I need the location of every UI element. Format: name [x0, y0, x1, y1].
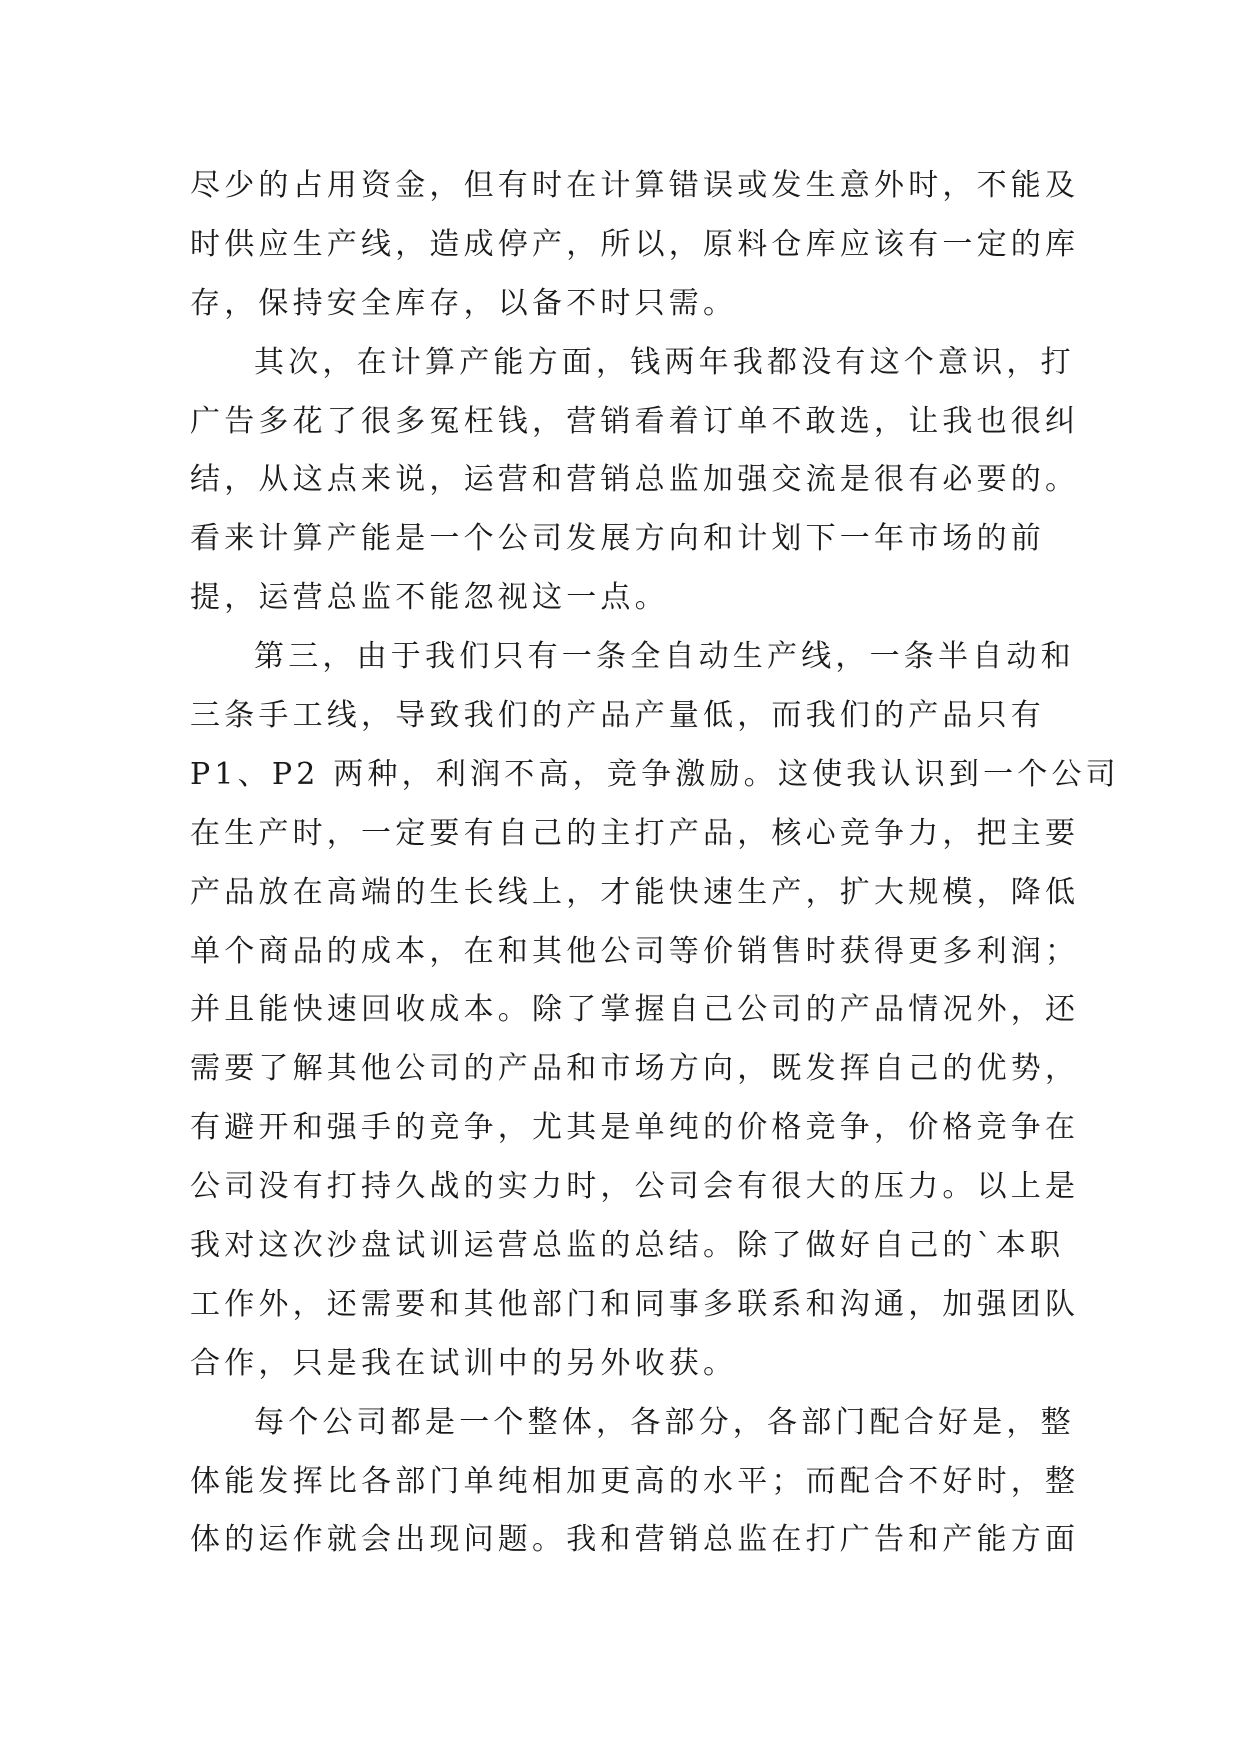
text-line: 单个商品的成本，在和其他公司等价销售时获得更多利润；	[190, 933, 1080, 969]
text-line: 并且能快速回收成本。除了掌握自己公司的产品情况外，还	[190, 992, 1080, 1028]
text-line: P1、P2 两种，利润不高，竞争激励。这使我认识到一个公司	[190, 756, 1120, 792]
text-line: 存，保持安全库存，以备不时只需。	[190, 285, 738, 321]
document-body	[190, 157, 1120, 1570]
paragraph-first-line: 其次，在计算产能方面，钱两年我都没有这个意识，打	[254, 344, 1075, 380]
text-line: 时供应生产线，造成停产，所以，原料仓库应该有一定的库	[190, 226, 1080, 262]
text-line: 结，从这点来说，运营和营销总监加强交流是很有必要的。	[190, 462, 1080, 498]
text-line: 合作，只是我在试训中的另外收获。	[190, 1345, 738, 1381]
text-line: 产品放在高端的生长线上，才能快速生产，扩大规模，降低	[190, 874, 1080, 910]
text-line: 尽少的占用资金，但有时在计算错误或发生意外时，不能及	[190, 168, 1080, 203]
text-line: 三条手工线，导致我们的产品产量低，而我们的产品只有	[190, 698, 1045, 734]
text-line: 体能发挥比各部门单纯相加更高的水平；而配合不好时，整	[190, 1463, 1080, 1499]
paragraph-first-line: 每个公司都是一个整体，各部分，各部门配合好是，整	[254, 1404, 1075, 1440]
text-line: 需要了解其他公司的产品和市场方向，既发挥自己的优势，	[190, 1051, 1080, 1087]
text-line: 看来计算产能是一个公司发展方向和计划下一年市场的前	[190, 521, 1045, 557]
paragraph-first-line: 第三，由于我们只有一条全自动生产线，一条半自动和	[254, 639, 1075, 675]
text-line: 工作外，还需要和其他部门和同事多联系和沟通，加强团队	[190, 1286, 1080, 1322]
text-line: 在生产时，一定要有自己的主打产品，核心竞争力，把主要	[190, 815, 1080, 851]
text-line: 体的运作就会出现问题。我和营销总监在打广告和产能方面	[190, 1522, 1080, 1558]
text-line: 广告多花了很多冤枉钱，营销看着订单不敢选，让我也很纠	[190, 403, 1080, 439]
text-line: 我对这次沙盘试训运营总监的总结。除了做好自己的`本职	[190, 1228, 1065, 1264]
text-line: 有避开和强手的竞争，尤其是单纯的价格竞争，价格竞争在	[190, 1110, 1080, 1146]
text-line: 提，运营总监不能忽视这一点。	[190, 580, 669, 616]
text-line: 公司没有打持久战的实力时，公司会有很大的压力。以上是	[190, 1169, 1080, 1205]
